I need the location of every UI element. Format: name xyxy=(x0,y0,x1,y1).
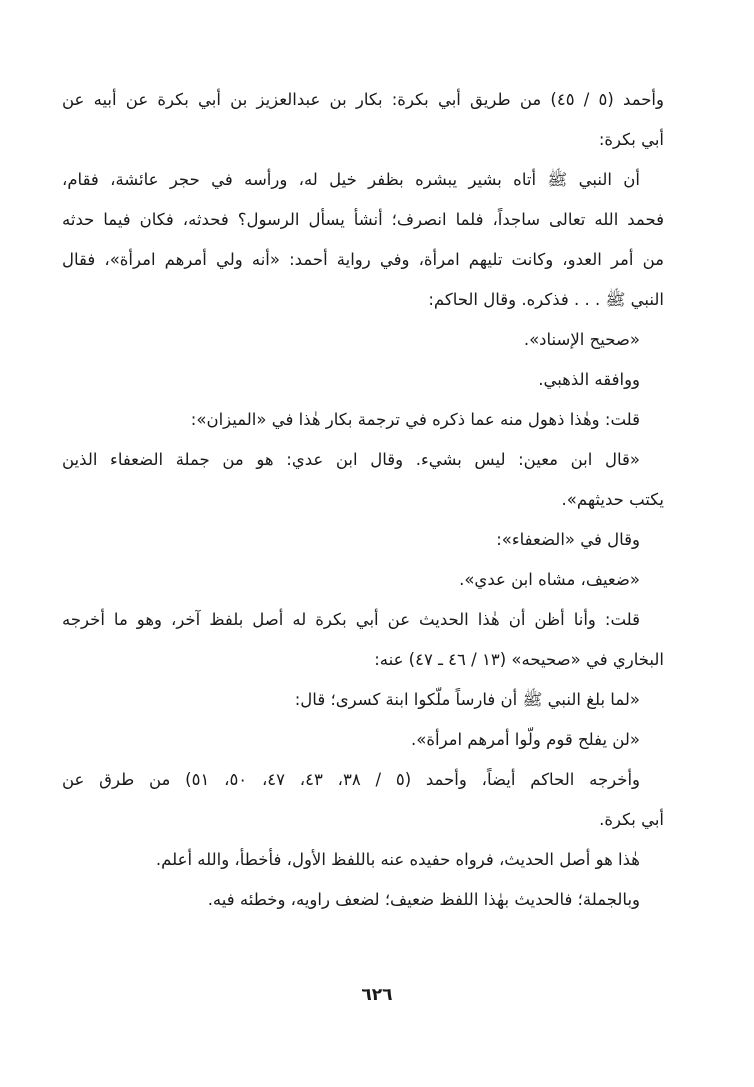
text-line: من أمر العدو، وكانت تليهم امرأة، وفي رواية أحمد: «أنه ولي أمرهم امرأة»، فقال xyxy=(62,250,664,269)
text-line: النبي ﷺ . . . فذكره. وقال الحاكم: xyxy=(428,290,664,309)
text-line: أبي بكرة: xyxy=(598,130,664,149)
text-line: أن النبي ﷺ أتاه بشير يبشره بظفر خيل له، ورأسه في حجر عائشة، فقام، xyxy=(62,170,640,189)
text-line: ووافقه الذهبي. xyxy=(538,370,640,389)
text-line: وأحمد (٥ / ٤٥) من طريق أبي بكرة: بكار بن عبدالعزيز بن أبي بكرة عن أبيه عن xyxy=(62,90,664,109)
text-line: وقال في «الضعفاء»: xyxy=(496,530,640,549)
text-line: «لما بلغ النبي ﷺ أن فارساً ملّكوا ابنة كسرى؛ قال: xyxy=(294,690,640,709)
text-line: وأخرجه الحاكم أيضاً، وأحمد (٥ / ٣٨، ٤٣، ٤٧، ٥٠، ٥١) من طرق عن xyxy=(62,770,641,789)
text-line: وبالجملة؛ فالحديث بهٰذا اللفظ ضعيف؛ لضعف راويه، وخطئه فيه. xyxy=(207,890,640,909)
page-body xyxy=(62,80,664,920)
text-line: «لن يفلح قوم ولّوا أمرهم امرأة». xyxy=(411,730,640,749)
text-line: فحمد الله تعالى ساجداً، فلما انصرف؛ أنشأ يسأل الرسول؟ فحدثه، فكان فيما حدثه xyxy=(62,210,664,229)
text-line: «ضعيف، مشاه ابن عدي». xyxy=(459,570,640,589)
text-line: البخاري في «صحيحه» (١٣ / ٤٦ ـ ٤٧) عنه: xyxy=(374,650,664,669)
text-line: «صحيح الإسناد». xyxy=(523,330,640,349)
text-line: أبي بكرة. xyxy=(599,810,664,829)
text-line: يكتب حديثهم». xyxy=(561,490,664,509)
text-line: قلت: وهٰذا ذهول منه عما ذكره في ترجمة بكار هٰذا في «الميزان»: xyxy=(190,410,640,429)
page-number: ٦٢٦ xyxy=(361,985,393,1005)
text-line: «قال ابن معين: ليس بشيء. وقال ابن عدي: هو من جملة الضعفاء الذين xyxy=(62,450,640,469)
text-line: قلت: وأنا أظن أن هٰذا الحديث عن أبي بكرة له أصل بلفظ آخر، وهو ما أخرجه xyxy=(62,610,640,629)
text-line: هٰذا هو أصل الحديث، فرواه حفيده عنه باللفظ الأول، فأخطأ، والله أعلم. xyxy=(155,850,640,869)
